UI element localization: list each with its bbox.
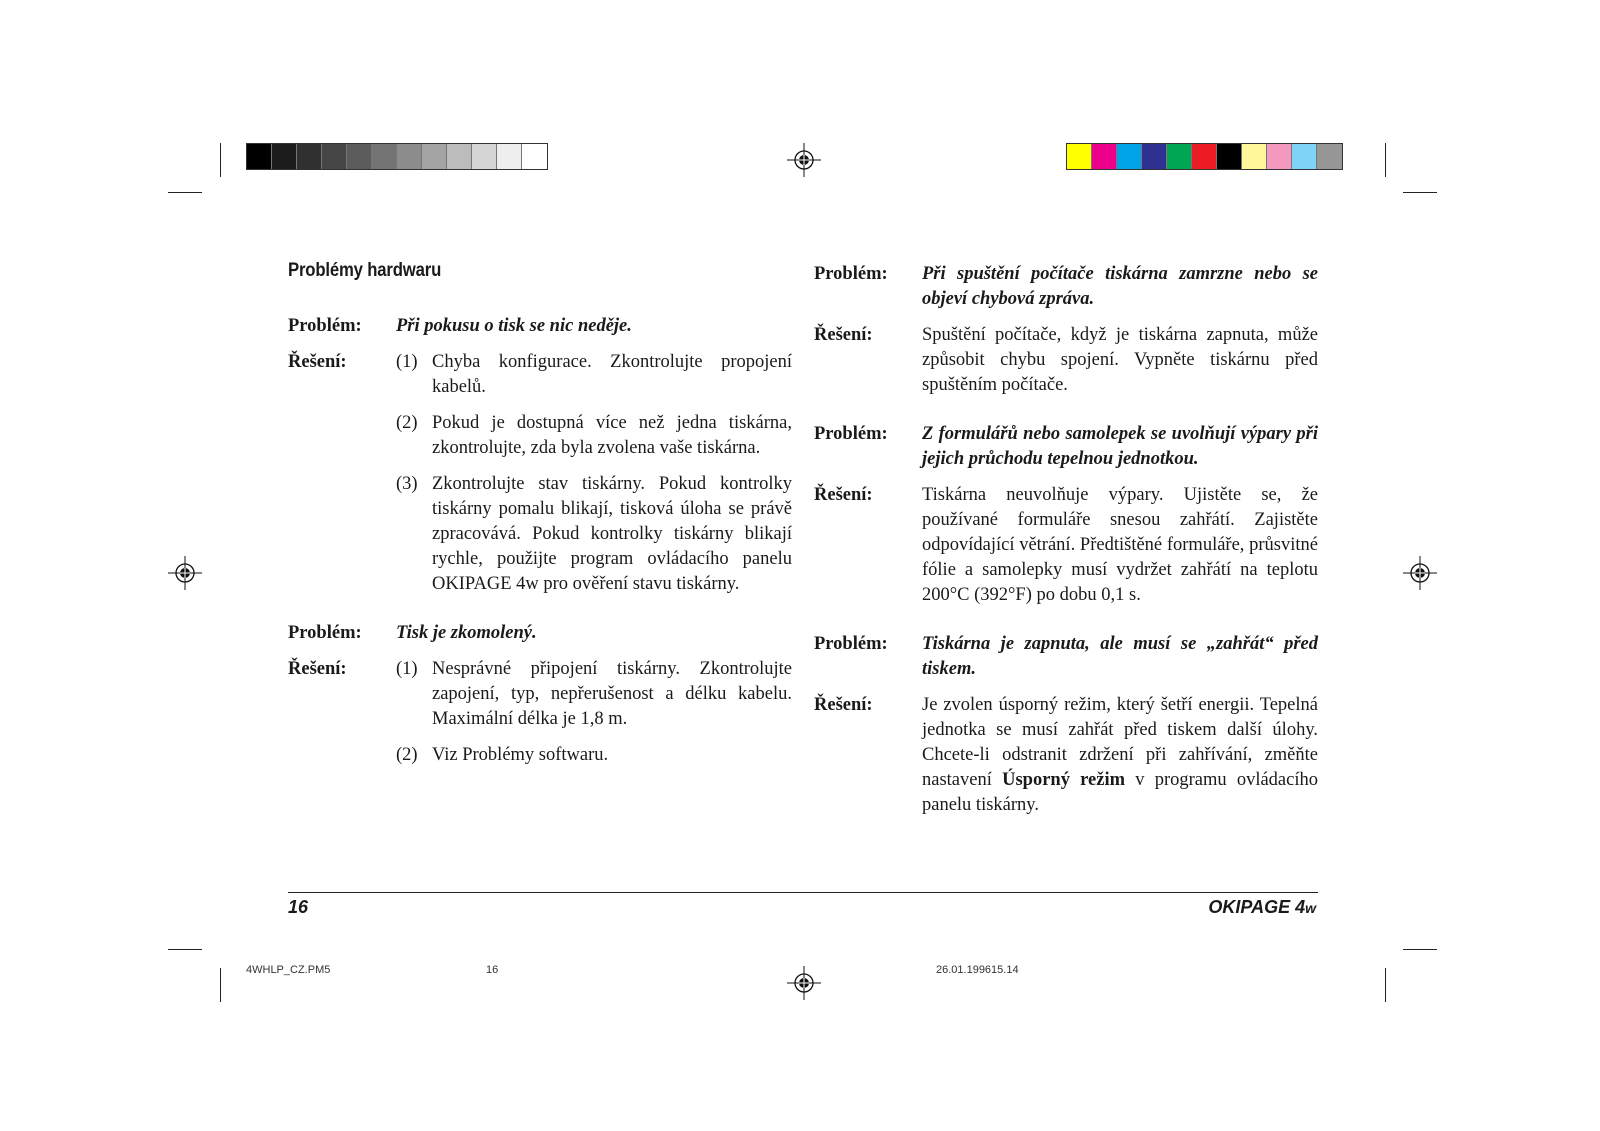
solution-row [814, 483, 1318, 608]
slug-file-name: 4WHLP_CZ.PM5 [246, 964, 331, 976]
problem-row [288, 621, 792, 646]
gray-swatch [272, 144, 297, 169]
left-column [288, 314, 792, 768]
registration-mark-top-icon [787, 143, 821, 177]
crop-mark-top-left-v [220, 143, 221, 177]
solution-row [814, 323, 1318, 398]
problem-row [814, 422, 1318, 472]
product-name-suffix: w [1305, 900, 1316, 916]
solution-text [922, 695, 1318, 815]
color-swatch [1092, 144, 1117, 169]
crop-mark-bottom-left-v [220, 968, 221, 1002]
list-item-text: Zkontrolujte stav tiskárny. Pokud kontrolky tiskárny pomalu blikají, tisková úloha se právě zpracovává. Pokud kontrolky tiskárny blikají rychle, použijte program ovládacího panelu OKIPAGE 4w pro ověření stavu tiskárny. [432, 474, 792, 594]
product-name [1208, 897, 1316, 918]
color-swatch [1242, 144, 1267, 169]
slug-date: 26.01.199615.14 [936, 964, 1019, 976]
list-item-text: Chyba konfigurace. Zkontrolujte propojení kabelů. [432, 352, 792, 397]
solution-text-part: Je zvolen úsporný režim, který šetří energii. Tepelná jednotka se musí zahřát před tiskem další úlohy. Chcete-li odstranit zdržení při zahřívání, změňte nastavení [922, 695, 1318, 790]
solution-label: Řešení: [814, 325, 873, 345]
list-item-text: Viz Problémy softwaru. [432, 745, 609, 765]
problem-text: Při spuštění počítače tiskárna zamrzne nebo se objeví chybová zpráva. [922, 264, 1318, 309]
grayscale-control-bar [246, 143, 548, 170]
gray-swatch [297, 144, 322, 169]
gray-swatch [472, 144, 497, 169]
list-item-text: Pokud je dostupná více než jedna tiskárna, zkontrolujte, zda byla zvolena vaše tiskárna. [432, 413, 792, 458]
color-swatch [1217, 144, 1242, 169]
problem-row [814, 632, 1318, 682]
problem-text: Tiskárna je zapnuta, ale musí se „zahřát“ před tiskem. [922, 634, 1318, 679]
solution-label: Řešení: [814, 485, 873, 505]
gray-swatch [397, 144, 422, 169]
crop-mark-top-right-v [1385, 143, 1386, 177]
right-column [814, 262, 1318, 818]
problem-row [288, 314, 792, 339]
registration-mark-right-icon [1403, 556, 1437, 590]
solution-row [288, 657, 792, 768]
list-item [396, 350, 792, 400]
gray-swatch [447, 144, 472, 169]
problem-text: Z formulářů nebo samolepek se uvolňují výpary při jejich průchodu tepelnou jednotkou. [922, 424, 1318, 469]
product-name-main: OKIPAGE 4 [1208, 897, 1306, 917]
color-swatch [1167, 144, 1192, 169]
problem-label: Problém: [814, 264, 888, 284]
footer-rule [288, 892, 1318, 893]
gray-swatch [522, 144, 547, 169]
solution-row [288, 350, 792, 597]
list-item [396, 472, 792, 597]
crop-mark-top-right-h [1403, 192, 1437, 193]
problem-label: Problém: [288, 623, 362, 643]
solution-label: Řešení: [288, 352, 347, 372]
gray-swatch [497, 144, 522, 169]
gray-swatch [322, 144, 347, 169]
solution-label: Řešení: [814, 695, 873, 715]
gray-swatch [347, 144, 372, 169]
registration-mark-bottom-icon [787, 966, 821, 1000]
color-control-bar [1066, 143, 1343, 170]
list-item-number: (2) [396, 413, 418, 433]
color-swatch [1292, 144, 1317, 169]
color-swatch [1142, 144, 1167, 169]
problem-row [814, 262, 1318, 312]
solution-text-part: v programu ovládacího panelu tiskárny. [922, 770, 1318, 815]
color-swatch [1267, 144, 1292, 169]
list-item [396, 657, 792, 732]
color-swatch [1117, 144, 1142, 169]
crop-mark-top-left-h [168, 192, 202, 193]
problem-label: Problém: [288, 316, 362, 336]
page-number: 16 [288, 897, 309, 917]
crop-mark-bottom-right-h [1403, 949, 1437, 950]
gray-swatch [247, 144, 272, 169]
problem-text: Při pokusu o tisk se nic neděje. [396, 316, 632, 336]
list-item-number: (2) [396, 745, 418, 765]
color-swatch [1067, 144, 1092, 169]
problem-text: Tisk je zkomolený. [396, 623, 537, 643]
list-item-number: (1) [396, 352, 418, 372]
crop-mark-bottom-right-v [1385, 968, 1386, 1002]
solution-text: Tiskárna neuvolňuje výpary. Ujistěte se, že používané formuláře snesou zahřátí. Zajistěte odpovídající větrání. Předtištěné formuláře, průsvitné fólie a samolepky musí vydržet zahřátí na teplotu 200°C (392°F) po dobu 0,1 s. [922, 485, 1318, 605]
gray-swatch [422, 144, 447, 169]
problem-label: Problém: [814, 634, 888, 654]
gray-swatch [372, 144, 397, 169]
registration-mark-left-icon [168, 556, 202, 590]
list-item-number: (3) [396, 474, 418, 494]
setting-name: Úsporný režim [1002, 770, 1126, 790]
list-item [396, 411, 792, 461]
list-item-text: Nesprávné připojení tiskárny. Zkontrolujte zapojení, typ, nepřerušenost a délku kabelu. Maximální délka je 1,8 m. [432, 659, 792, 729]
list-item-number: (1) [396, 659, 418, 679]
solution-row [814, 693, 1318, 818]
solution-label: Řešení: [288, 659, 347, 679]
crop-mark-bottom-left-h [168, 949, 202, 950]
section-title: Problémy hardwaru [288, 260, 442, 281]
color-swatch [1192, 144, 1217, 169]
list-item [396, 743, 792, 768]
solution-text: Spuštění počítače, když je tiskárna zapnuta, může způsobit chybu spojení. Vypněte tiskárnu před spuštěním počítače. [922, 325, 1318, 395]
color-swatch [1317, 144, 1342, 169]
slug-page-number: 16 [486, 964, 499, 976]
problem-label: Problém: [814, 424, 888, 444]
